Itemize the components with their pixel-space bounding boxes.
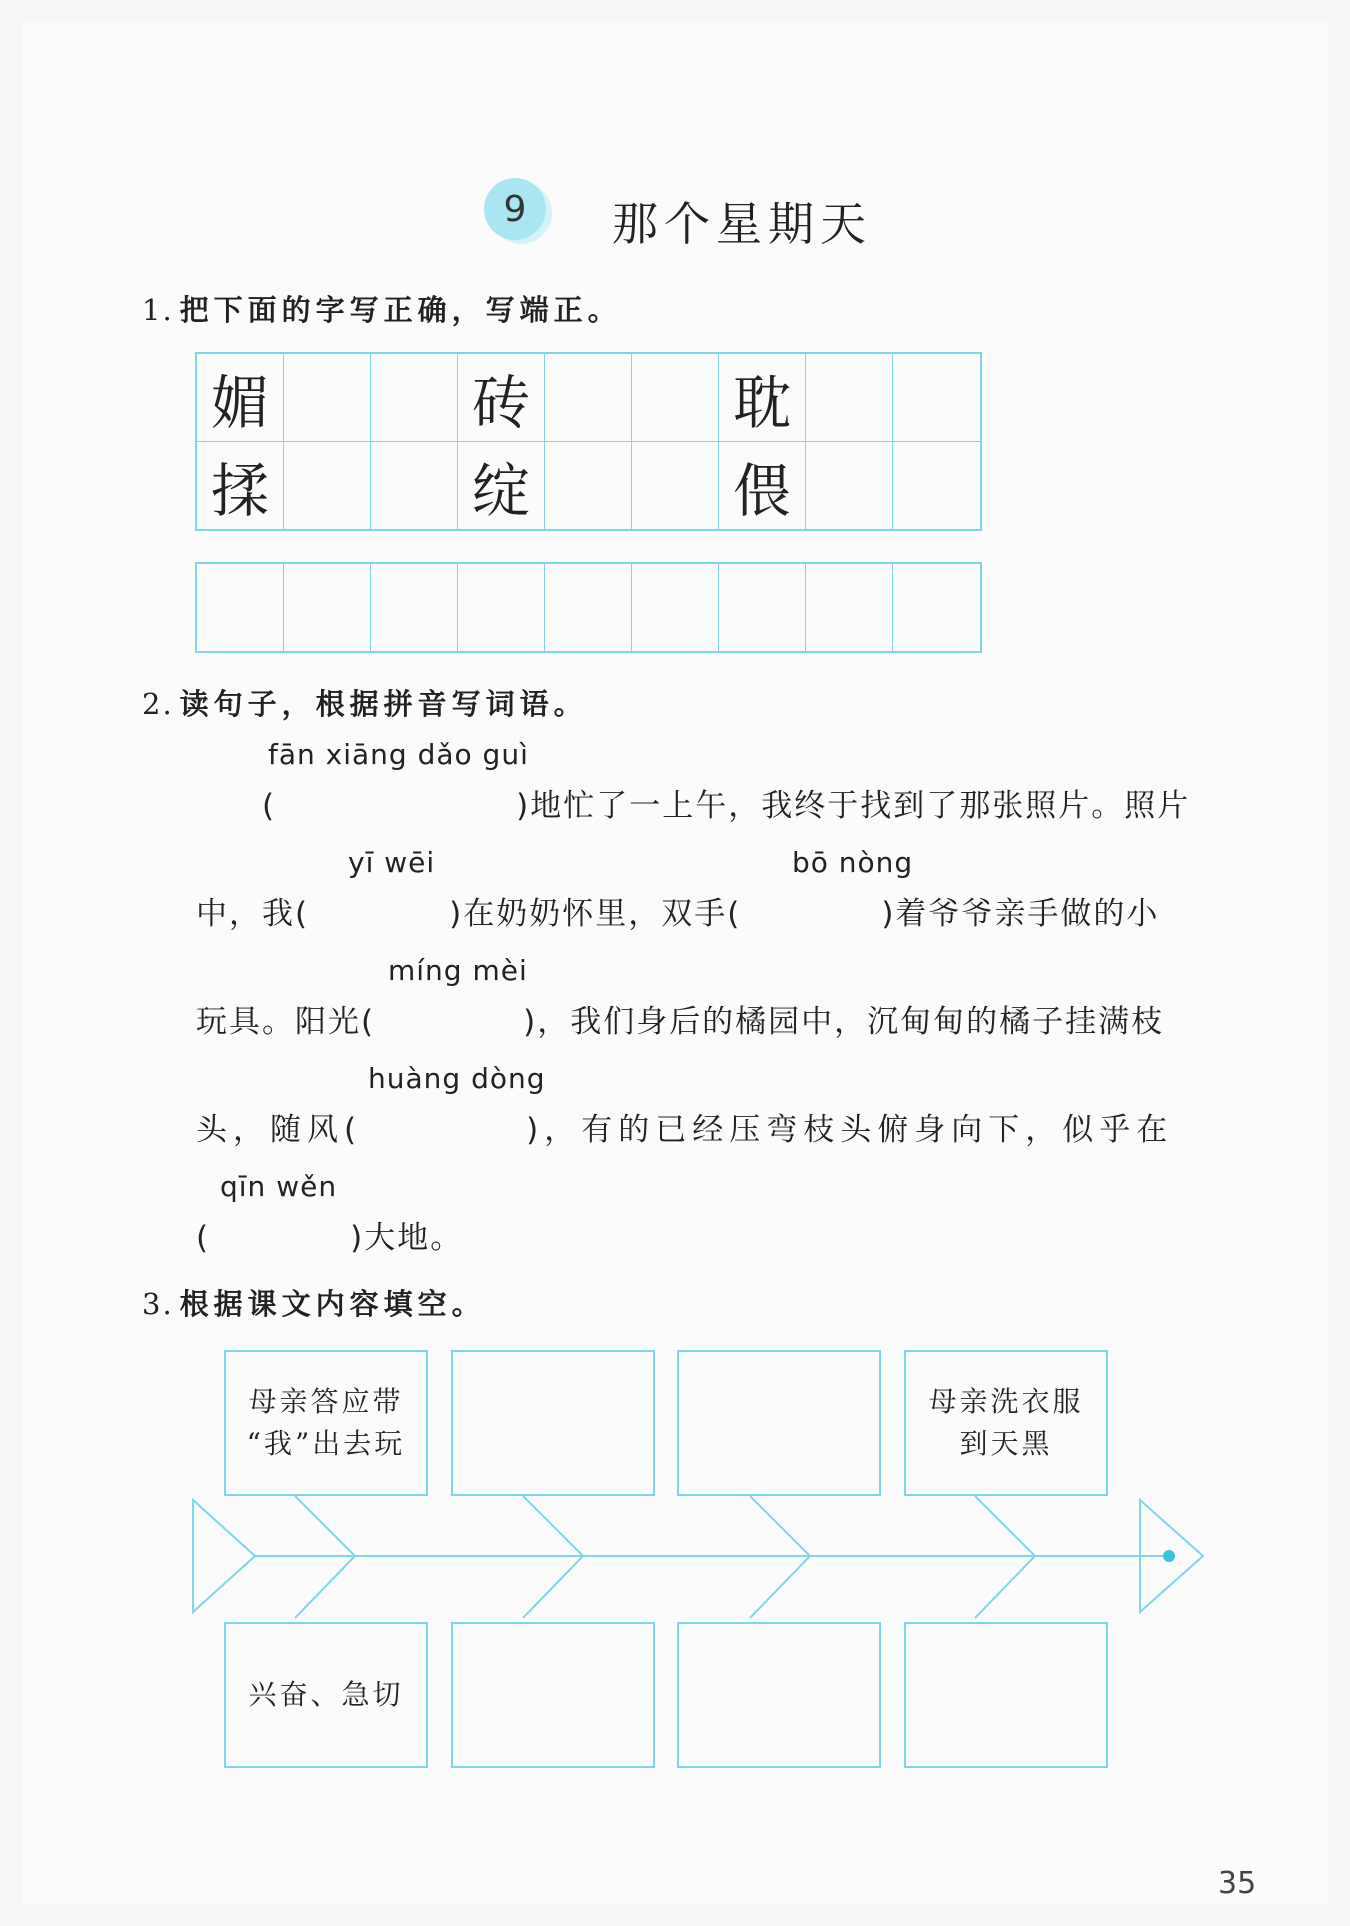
grid-cell[interactable] bbox=[284, 442, 371, 529]
answer-blank-open[interactable]: ( bbox=[196, 1220, 211, 1256]
passage-text: )在奶奶怀里，双手( bbox=[449, 896, 742, 932]
grid-cell: 偎 bbox=[719, 442, 806, 529]
lesson-number-badge bbox=[484, 178, 546, 240]
grid-cell: 耽 bbox=[719, 354, 806, 441]
passage-line-3 bbox=[196, 996, 1164, 1041]
question-2-title: 读句子，根据拼音写词语。 bbox=[179, 687, 588, 721]
grid-cell[interactable] bbox=[806, 354, 893, 441]
feeling-text: 兴奋、急切 bbox=[248, 1678, 404, 1711]
grid-cell[interactable] bbox=[632, 354, 719, 441]
grid-cell[interactable] bbox=[806, 442, 893, 529]
pinyin-hint: fān xiāng dǎo guì bbox=[268, 738, 529, 771]
event-answer-box[interactable] bbox=[451, 1350, 655, 1496]
question-3-title: 根据课文内容填空。 bbox=[179, 1287, 486, 1321]
event-answer-box[interactable] bbox=[677, 1350, 881, 1496]
passage-line-2 bbox=[196, 888, 1159, 933]
feeling-answer-box[interactable] bbox=[451, 1622, 655, 1768]
answer-blank-close: ) bbox=[516, 788, 531, 824]
question-1-heading bbox=[142, 288, 622, 329]
pinyin-hint: qīn wěn bbox=[220, 1170, 338, 1203]
grid-cell[interactable] bbox=[893, 442, 980, 529]
grid-row-1 bbox=[197, 354, 980, 441]
question-1-title: 把下面的字写正确，写端正。 bbox=[179, 293, 622, 327]
grid-cell[interactable] bbox=[632, 564, 719, 651]
passage-text: )大地。 bbox=[350, 1220, 464, 1256]
passage-line-1 bbox=[262, 780, 1190, 825]
grid-cell[interactable] bbox=[632, 442, 719, 529]
event-box bbox=[224, 1350, 428, 1496]
question-2-number: 2. bbox=[142, 687, 174, 721]
grid-cell[interactable] bbox=[806, 564, 893, 651]
pinyin-hint: huàng dòng bbox=[368, 1062, 546, 1095]
question-3-heading bbox=[142, 1282, 486, 1323]
passage-text: )，有的已经压弯枝头俯身向下，似乎在 bbox=[526, 1112, 1174, 1148]
passage-text: )着爷爷亲手做的小 bbox=[881, 896, 1160, 932]
passage-line-5 bbox=[196, 1212, 463, 1257]
grid-cell[interactable] bbox=[545, 564, 632, 651]
passage-text: 地忙了一上午，我终于找到了那张照片。照片 bbox=[530, 788, 1191, 824]
passage-text: 中，我( bbox=[196, 896, 310, 932]
grid-cell: 绽 bbox=[458, 442, 545, 529]
lesson-title: 那个星期天 bbox=[612, 197, 872, 251]
feeling-box bbox=[224, 1622, 428, 1768]
pinyin-hint: bō nòng bbox=[792, 846, 914, 879]
pinyin-hint: yī wēi bbox=[348, 846, 436, 879]
grid-row-2 bbox=[197, 441, 980, 529]
event-text: 母亲洗衣服 bbox=[928, 1385, 1084, 1418]
feeling-answer-box[interactable] bbox=[677, 1622, 881, 1768]
grid-cell[interactable] bbox=[719, 564, 806, 651]
feeling-answer-box[interactable] bbox=[904, 1622, 1108, 1768]
passage-text: )，我们身后的橘园中，沉甸甸的橘子挂满枝 bbox=[523, 1004, 1165, 1040]
grid-cell[interactable] bbox=[284, 564, 371, 651]
grid-cell: 砖 bbox=[458, 354, 545, 441]
passage-text: 玩具。阳光( bbox=[196, 1004, 376, 1040]
grid-cell: 揉 bbox=[197, 442, 284, 529]
event-text: 母亲答应带 bbox=[248, 1385, 404, 1418]
question-2-heading bbox=[142, 682, 588, 723]
event-box bbox=[904, 1350, 1108, 1496]
grid-row-3 bbox=[197, 564, 980, 651]
page-number: 35 bbox=[1218, 1866, 1257, 1901]
grid-cell[interactable] bbox=[284, 354, 371, 441]
writing-grid-main bbox=[195, 352, 982, 531]
grid-cell[interactable] bbox=[893, 354, 980, 441]
event-text: 到天黑 bbox=[959, 1427, 1053, 1460]
lesson-number: 9 bbox=[503, 188, 527, 230]
passage-text: 头，随风( bbox=[196, 1112, 363, 1148]
grid-cell[interactable] bbox=[893, 564, 980, 651]
grid-cell[interactable] bbox=[371, 442, 458, 529]
grid-cell[interactable] bbox=[545, 442, 632, 529]
passage-line-4 bbox=[196, 1104, 1173, 1149]
grid-cell[interactable] bbox=[458, 564, 545, 651]
pinyin-hint: míng mèi bbox=[388, 954, 528, 987]
grid-cell: 媚 bbox=[197, 354, 284, 441]
grid-cell[interactable] bbox=[197, 564, 284, 651]
writing-grid-extra bbox=[195, 562, 982, 653]
question-3-number: 3. bbox=[142, 1287, 174, 1321]
question-1-number: 1. bbox=[142, 293, 174, 327]
grid-cell[interactable] bbox=[545, 354, 632, 441]
grid-cell[interactable] bbox=[371, 354, 458, 441]
grid-cell[interactable] bbox=[371, 564, 458, 651]
event-text: “我”出去玩 bbox=[246, 1427, 406, 1460]
answer-blank-open[interactable]: ( bbox=[262, 788, 277, 824]
